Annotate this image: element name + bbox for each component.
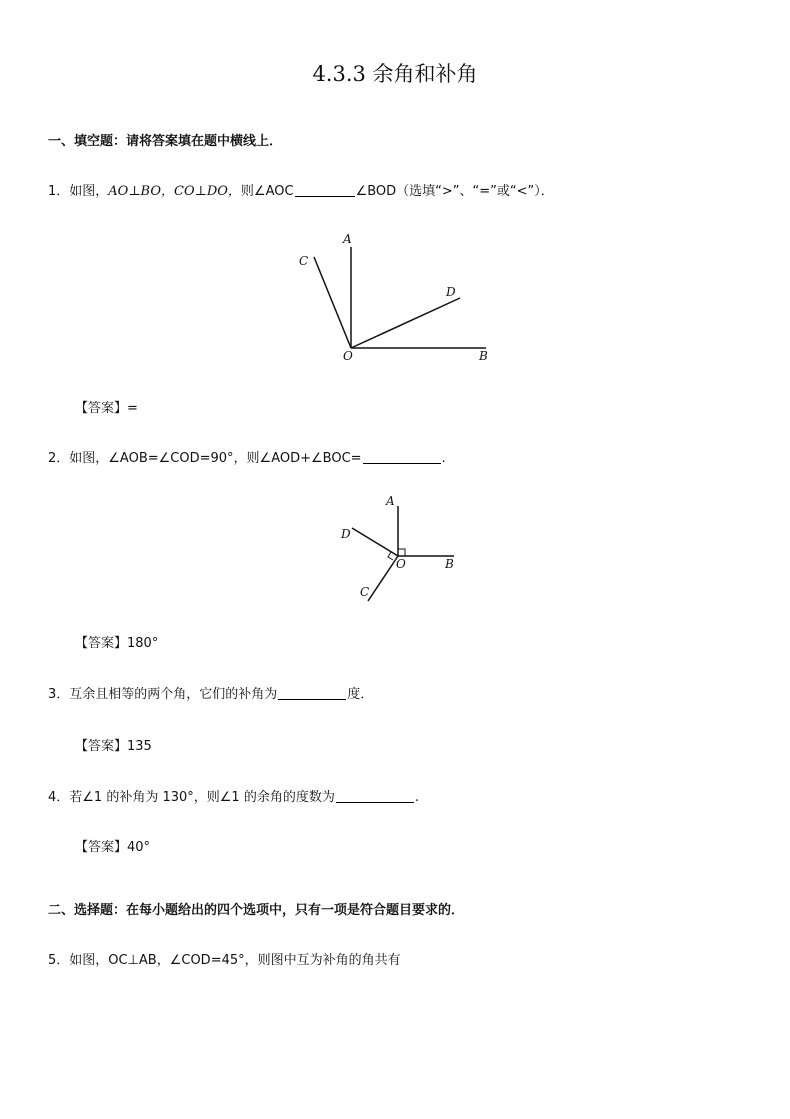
right-angle-mark-aob [398,549,405,556]
fig2-label-o: O [396,557,406,571]
question-3-end: 度． [347,687,374,702]
question-1-ask: 则∠AOC [240,184,294,199]
ray-od-2 [352,528,398,556]
fig1-label-d: D [446,285,456,299]
ray-oc-2 [368,556,398,601]
question-5: 5．如图，OC⊥AB，∠COD=45°，则图中互为补角的角共有 [48,953,401,968]
question-3-text: 3．互余且相等的两个角，它们的补角为 [48,687,278,702]
fig2-label-a: A [386,494,395,508]
answer-1: 【答案】= [75,401,138,416]
section-heading-multiple-choice: 二、选择题：在每小题给出的四个选项中，只有一项是符合题目要求的． [48,903,465,918]
ray-od [351,298,460,348]
fig2-label-d: D [341,527,351,541]
answer-blank-3[interactable] [278,686,346,700]
section-heading-fill-blank: 一、填空题：请将答案填在题中横线上． [48,134,283,149]
fig1-label-a: A [343,232,352,246]
question-2-end: . [441,451,446,466]
question-1-condition: AO⊥BO，CO⊥DO， [108,184,241,199]
question-2 [48,447,446,466]
question-4-text: 4．若∠1 的补角为 130°，则∠1 的余角的度数为 [48,790,335,805]
answer-blank-2[interactable] [363,450,441,464]
fig2-label-c: C [360,585,370,599]
question-2-text: 2．如图，∠AOB=∠COD=90°，则∠AOD+∠BOC= [48,451,362,466]
question-4-end: . [414,790,419,805]
figure-1-diagram [299,232,488,363]
figure-2-diagram [340,494,454,601]
answer-2: 【答案】180° [75,636,159,651]
question-1-number: 1．如图， [48,184,109,199]
answer-3: 【答案】135 [75,739,152,754]
ray-oc [314,257,351,348]
page-title: 4.3.3 余角和补角 [312,62,478,86]
fig1-label-o: O [343,349,353,363]
fig1-label-b: B [479,349,488,363]
question-3 [48,683,373,702]
answer-4: 【答案】40° [75,840,151,855]
fig1-label-c: C [299,254,309,268]
question-4 [48,786,419,805]
question-1-choice: ∠BOD（选填“>”、“=”或“<”）． [355,184,554,199]
fig2-label-b: B [445,557,454,571]
answer-blank-4[interactable] [336,789,414,803]
